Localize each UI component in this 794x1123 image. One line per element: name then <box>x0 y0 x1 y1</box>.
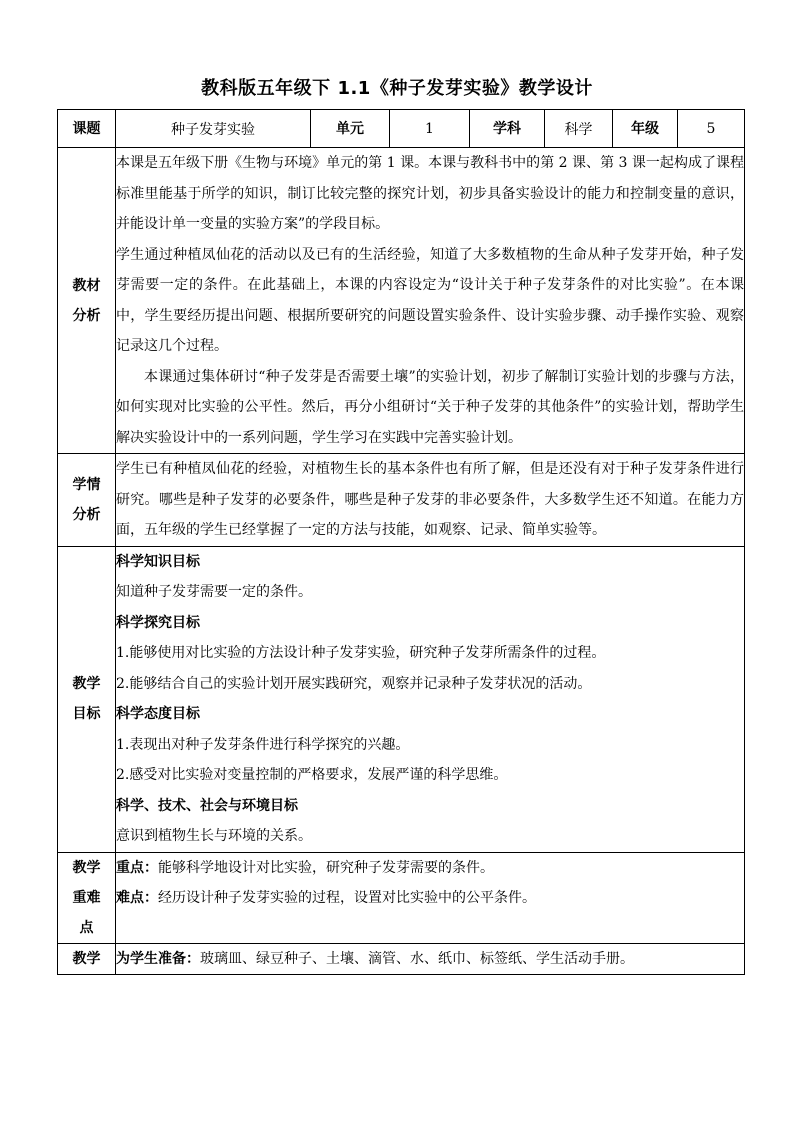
focus-label-line1: 教学 <box>72 859 101 876</box>
learner-row <box>58 454 745 547</box>
key-point-text: 能够科学地设计对比实验，研究种子发芽需要的条件。 <box>158 859 494 876</box>
material-content <box>116 148 745 454</box>
goals-content <box>116 546 745 852</box>
material-label <box>58 148 116 454</box>
focus-label-line3: 点 <box>79 919 94 936</box>
key-point <box>116 853 744 884</box>
stse-goal-title: 科学、技术、社会与环境目标 <box>116 797 298 814</box>
prep-label-line1: 教学 <box>72 950 101 967</box>
attitude-goal-title: 科学态度目标 <box>116 706 200 722</box>
material-paragraph-2: 学生通过种植凤仙花的活动以及已有的生活经验，知道了大多数植物的生命从种子发芽开始，种子发芽需要一定的条件。在此基础上，本课的内容设定为“设计关于种子发芽条件的对比实验”。在本课中，学生要经历提出问题、根据所要研究的问题设置实验条件、设计实验步骤、动手操作实验、观察记录这几个过程。 <box>116 246 744 354</box>
material-label-line2: 分析 <box>72 307 101 324</box>
learner-label <box>58 454 116 547</box>
header-row <box>58 110 745 148</box>
unit-label: 单元 <box>311 110 390 148</box>
student-prep-label: 为学生准备： <box>116 950 200 967</box>
inquiry-goal-1: 1.能够使用对比实验的方法设计种子发芽实验，研究种子发芽所需条件的过程。 <box>116 645 606 661</box>
subject-label: 学科 <box>470 110 545 148</box>
goals-label-line2: 目标 <box>72 706 101 722</box>
page-title: 教科版五年级下 1.1《种子发芽实验》教学设计 <box>201 78 593 99</box>
difficult-point <box>116 883 744 914</box>
difficult-point-label: 难点： <box>116 890 158 906</box>
difficult-point-text: 经历设计种子发芽实验的过程，设置对比实验中的公平条件。 <box>158 890 536 906</box>
topic-value: 种子发芽实验 <box>116 110 311 148</box>
learner-label-line1: 学情 <box>72 476 101 493</box>
key-point-label: 重点： <box>116 859 158 876</box>
student-prep-text: 玻璃皿、绿豆种子、土壤、滴管、水、纸巾、标签纸、学生活动手册。 <box>200 950 634 967</box>
inquiry-goal-title: 科学探究目标 <box>116 614 200 631</box>
material-row <box>58 148 745 454</box>
goals-label <box>58 546 116 852</box>
stse-goal-1: 意识到植物生长与环境的关系。 <box>116 828 312 844</box>
learner-paragraph-1: 学生已有种植凤仙花的经验，对植物生长的基本条件也有所了解，但是还没有对于种子发芽条件进行研究。哪些是种子发芽的必要条件，哪些是种子发芽的非必要条件，大多数学生还不知道。在能力方面，五年级的学生已经掌握了一定的方法与技能，如观察、记录、简单实验等。 <box>116 461 744 538</box>
subject-value: 科学 <box>545 110 613 148</box>
unit-value: 1 <box>390 110 470 148</box>
lesson-plan-table <box>57 109 745 975</box>
focus-label-line2: 重难 <box>72 889 101 906</box>
prep-label <box>58 943 116 975</box>
focus-label <box>58 852 116 943</box>
material-label-line1: 教材 <box>72 277 101 294</box>
student-prep <box>116 944 744 975</box>
prep-content <box>116 943 745 975</box>
learner-label-line2: 分析 <box>72 506 101 523</box>
attitude-goal-1: 1.表现出对种子发芽条件进行科学探究的兴趣。 <box>116 736 410 753</box>
prep-row <box>58 943 745 975</box>
inquiry-goal-2: 2.能够结合自己的实验计划开展实践研究，观察并记录种子发芽状况的活动。 <box>116 675 592 692</box>
learner-content <box>116 454 745 547</box>
goals-label-line1: 教学 <box>72 676 101 692</box>
grade-label: 年级 <box>613 110 678 148</box>
attitude-goal-2: 2.感受对比实验对变量控制的严格要求，发展严谨的科学思维。 <box>116 767 508 783</box>
knowledge-goal-1: 知道种子发芽需要一定的条件。 <box>116 584 312 600</box>
focus-row <box>58 852 745 943</box>
material-paragraph-1: 本课是五年级下册《生物与环境》单元的第 1 课。本课与教科书中的第 2 课、第 3 课一起构成了课程标准里能基于所学的知识，制订比较完整的探究计划，初步具备实验设计的能力和控制变量的意识，并能设计单一变量的实验方案”的学段目标。 <box>116 155 744 232</box>
knowledge-goal-title: 科学知识目标 <box>116 553 200 570</box>
grade-value: 5 <box>678 110 745 148</box>
focus-content <box>116 852 745 943</box>
material-paragraph-3: 本课通过集体研讨“种子发芽是否需要土壤”的实验计划，初步了解制订实验计划的步骤与方法，如何实现对比实验的公平性。然后，再分小组研讨“关于种子发芽的其他条件”的实验计划，帮助学生解决实验设计中的一系列问题，学生学习在实践中完善实验计划。 <box>116 368 744 446</box>
goals-row <box>58 546 745 852</box>
topic-label: 课题 <box>58 110 116 148</box>
